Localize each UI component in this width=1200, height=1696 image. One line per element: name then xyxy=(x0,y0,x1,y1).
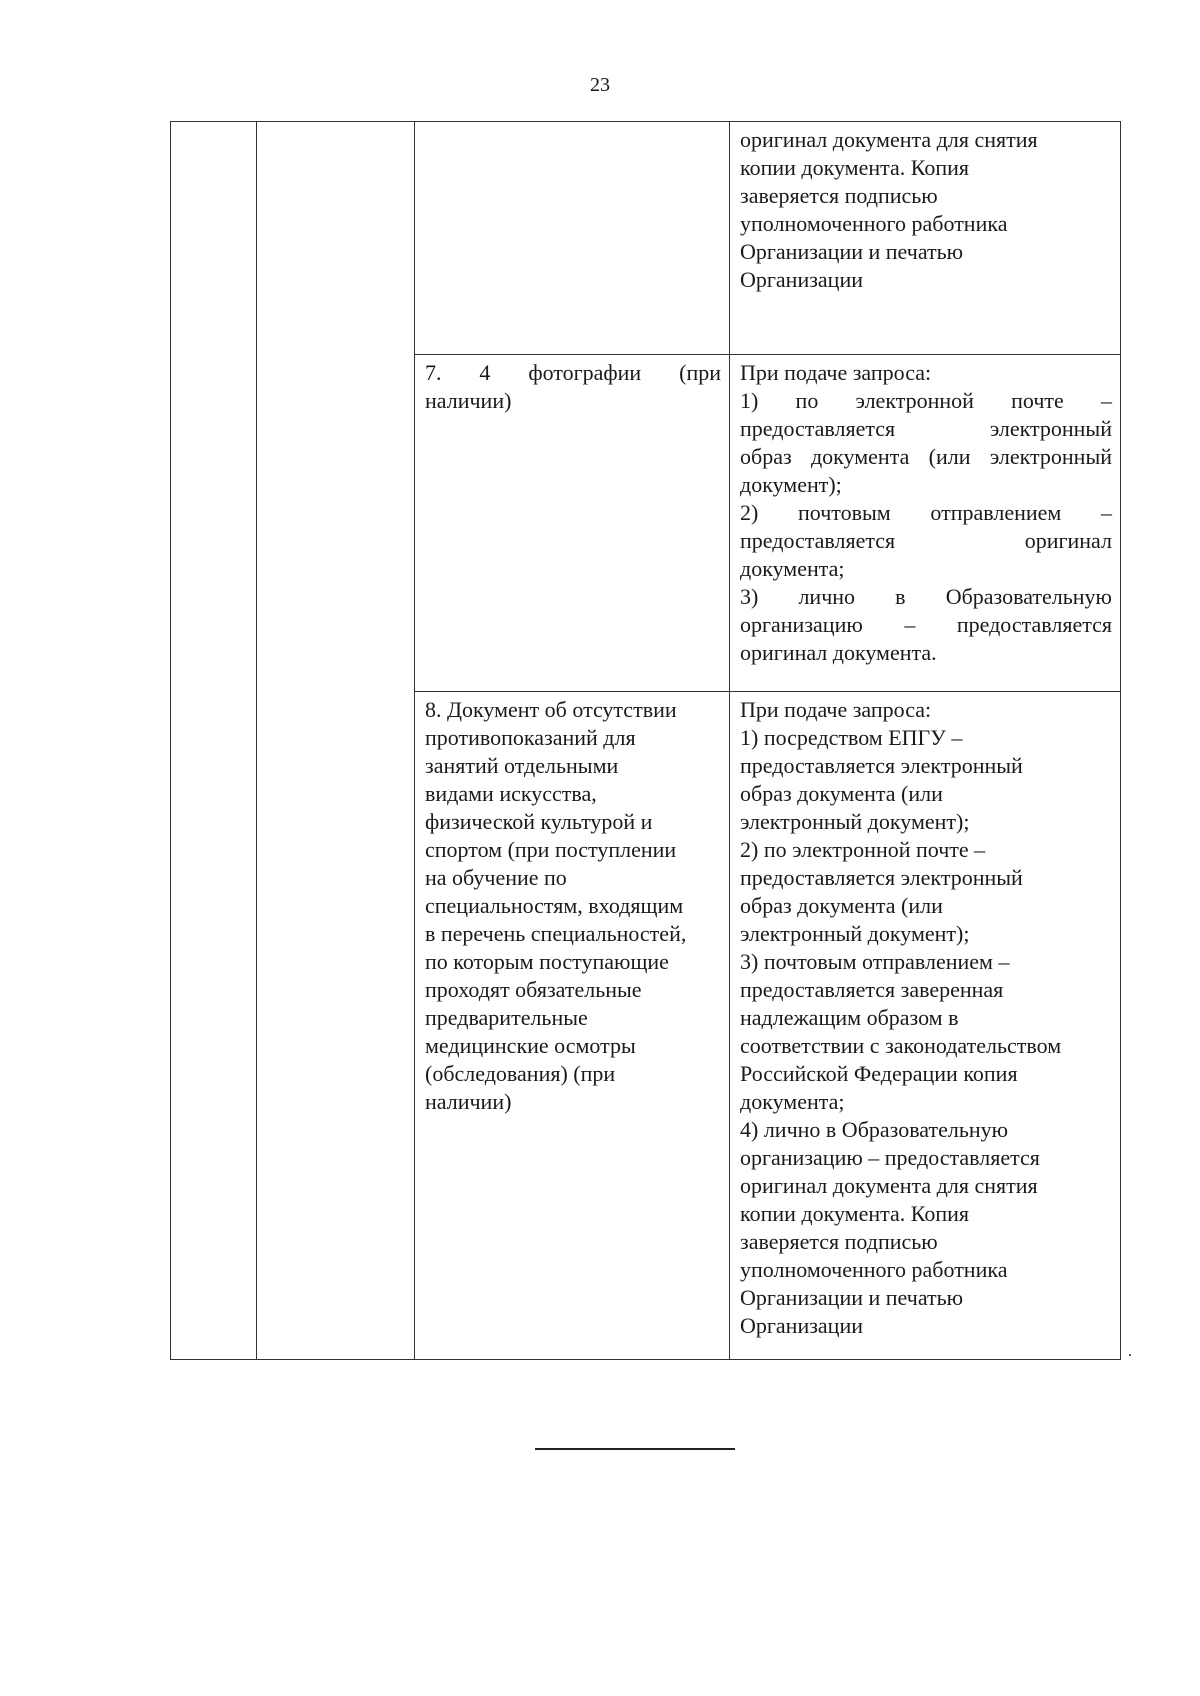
document-text-line: противопоказаний для xyxy=(425,725,636,750)
submission-text-line: предоставляется заверенная xyxy=(740,977,1004,1002)
submission-text-line: организацию – предоставляется xyxy=(740,1145,1040,1170)
document-text-line: физической культурой и xyxy=(425,809,653,834)
submission-text-line: предоставляется электронный xyxy=(740,865,1023,890)
submission-text-line: оригинал документа для снятия xyxy=(740,127,1038,152)
scan-mark xyxy=(1129,1354,1131,1356)
submission-text-line: 3) лично в Образовательную xyxy=(740,584,1112,609)
submission-text-line: 2) почтовым отправлением – xyxy=(740,500,1112,525)
submission-text-line: уполномоченного работника xyxy=(740,211,1008,236)
submission-text-line: При подаче запроса: xyxy=(740,360,932,385)
submission-text-line: документа; xyxy=(740,556,845,581)
submission-text-line: образ документа (или xyxy=(740,781,943,806)
submission-text-line: образ документа (или электронный xyxy=(740,444,1112,469)
submission-text-line: предоставляется электронный xyxy=(740,416,1112,441)
submission-text-line: документа; xyxy=(740,1089,845,1114)
submission-text-line: Организации и печатью xyxy=(740,1285,964,1310)
document-text-line: специальностям, входящим xyxy=(425,893,684,918)
document-text-line: 8. Документ об отсутствии xyxy=(425,697,677,722)
footer-rule xyxy=(535,1448,735,1450)
submission-text-line: Организации и печатью xyxy=(740,239,964,264)
submission-text-line: заверяется подписью xyxy=(740,1229,938,1254)
submission-text-line: Организации xyxy=(740,1313,863,1338)
submission-text-line: заверяется подписью xyxy=(740,183,938,208)
submission-text-line: предоставляется оригинал xyxy=(740,528,1112,553)
submission-text-line: электронный документ); xyxy=(740,809,970,834)
document-cell xyxy=(415,355,730,692)
document-text-line: занятий отдельными xyxy=(425,753,619,778)
submission-text-line: надлежащим образом в xyxy=(740,1005,959,1030)
submission-text-line: соответствии с законодательством xyxy=(740,1033,1062,1058)
submission-text-line: 1) по электронной почте – xyxy=(740,388,1112,413)
submission-text-line: копии документа. Копия xyxy=(740,155,970,180)
document-text-line: видами искусства, xyxy=(425,781,597,806)
page-number: 23 xyxy=(590,74,610,96)
submission-text-line: 2) по электронной почте – xyxy=(740,837,986,862)
submission-cell xyxy=(730,122,1121,355)
document-text-line: медицинские осмотры xyxy=(425,1033,636,1058)
submission-text-line: 1) посредством ЕПГУ – xyxy=(740,725,963,750)
empty-cell xyxy=(257,122,415,1360)
document-cell xyxy=(415,692,730,1360)
submission-cell xyxy=(730,355,1121,692)
document-text-line: проходят обязательные xyxy=(425,977,642,1002)
submission-text-line: оригинал документа. xyxy=(740,640,937,665)
document-text-line: на обучение по xyxy=(425,865,567,890)
submission-text-line: Российской Федерации копия xyxy=(740,1061,1018,1086)
document-text-line: (обследования) (при xyxy=(425,1061,616,1086)
submission-text-line: документ); xyxy=(740,472,842,497)
empty-cell xyxy=(171,122,257,1360)
submission-cell xyxy=(730,692,1121,1360)
submission-text-line: электронный документ); xyxy=(740,921,970,946)
submission-text-line: оригинал документа для снятия xyxy=(740,1173,1038,1198)
submission-text-line: уполномоченного работника xyxy=(740,1257,1008,1282)
submission-text-line: организацию – предоставляется xyxy=(740,612,1112,637)
submission-text-line: копии документа. Копия xyxy=(740,1201,970,1226)
document-text-line: в перечень специальностей, xyxy=(425,921,687,946)
document-text-line: наличии) xyxy=(425,1089,512,1114)
document-cell xyxy=(415,122,730,355)
document-text-line: 7. 4 фотографии (при xyxy=(425,360,721,385)
document-text-line: предварительные xyxy=(425,1005,588,1030)
submission-text-line: 3) почтовым отправлением – xyxy=(740,949,1010,974)
requirements-table xyxy=(170,121,1121,1360)
submission-text-line: При подаче запроса: xyxy=(740,697,932,722)
table-row xyxy=(171,122,1121,355)
submission-text-line: Организации xyxy=(740,267,863,292)
document-text-line: наличии) xyxy=(425,388,512,413)
submission-text-line: 4) лично в Образовательную xyxy=(740,1117,1009,1142)
document-text-line: по которым поступающие xyxy=(425,949,669,974)
submission-text-line: предоставляется электронный xyxy=(740,753,1023,778)
submission-text-line: образ документа (или xyxy=(740,893,943,918)
document-text-line: спортом (при поступлении xyxy=(425,837,677,862)
